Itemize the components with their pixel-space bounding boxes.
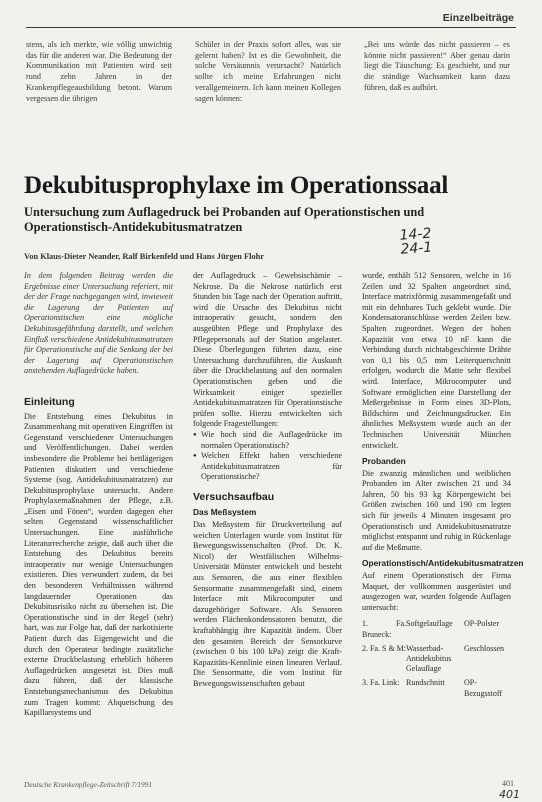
column-2-text: der Auflagedruck – Gewebsischämie – Nekrose. Da die Nekrose natürlich erst Stunden bis Tage nach der Operation auftritt, wird die Ursache des Dekubitus nicht intraoperativ gesucht, sondern den ausgeübten Pflege und Prophylaxe des Pflegepersonals auf der Station angelastet. Diese Überlegungen führten dazu, eine Untersuchung durchzuführen, die Auskunft über die Druckbelastung auf den normalen Operationstischen geben und die Wirksamkeit einiger spezieller Antidekubitusmatratzen für Operationstische prüfen sollte. Hierzu entwickelten sich folgende Fragestellungen: (193, 271, 342, 429)
table-cell: Rundschnitt (406, 678, 445, 688)
body-column-1 (24, 271, 173, 719)
table-cell: 1. Fa. Bruneck: (362, 619, 406, 639)
body-column-3 (362, 271, 524, 703)
question-list (193, 430, 342, 483)
mattress-table (362, 619, 511, 698)
operationstisch-text: Auf einem Operationstisch der Firma Maquet, der vollkommen ausgerüstet und ausgezogen war, wurden folgende Auflagen untersucht: (362, 571, 511, 612)
heading-versuchsaufbau: Versuchsaufbau (193, 490, 275, 503)
article-title: Dekubitusprophylaxe im Operationssaal (24, 172, 449, 199)
top-column-1 (26, 40, 172, 104)
table-cell: Geschlossen (464, 643, 504, 653)
table-cell: 3. Fa. Link: (362, 678, 400, 688)
table-row (362, 678, 511, 698)
column-3-text: wurde, enthält 512 Sensoren, welche in 16 Zeilen und 32 Spalten angeordnet sind, Interface matrixförmig zusammengefaßt und mit ein dehnbares Tuch geklebt wurde. Die Kondensatoranschlüsse werden Zeilen bzw. Spalten zugeordnet. Wegen der hohen Kapazität von etwa 10 nF kann die Verbindung durch nichtabgeschirmte Drähte von 0,1 bis 0,5 mm Leiterquerschnitt erfolgen, wodurch die Matte sehr flexibel wird. Interface, Mikrocomputer und Software ermöglichen eine Darstellung der Meßergebnisse in Form eines 3D-Plots, Bildschirm und Zeichnungsdrucker. Ein ähnliches Meßsystem wurde auch an der Technischen Universität München entwickelt. (362, 271, 511, 450)
table-cell: Softgelauflage (406, 619, 453, 629)
probanden-text: Die zwanzig männlichen und weiblichen Probanden im Alter zwischen 21 und 34 Jahren, 50 bis 93 kg Körpergewicht bei Größen zwischen 160 und 190 cm legten sich für jeweils 4 Minuten insgesamt pro Operationstisch und Antidekubitusmatratze möglichst entspannt und ruhig in Rückenlage auf die Meßmatte. (362, 468, 511, 552)
top-column-3 (364, 40, 510, 94)
handwritten-page-number: 401 (499, 788, 520, 801)
top-column-1-text: stens, als ich merkte, wie völlig unwichtig das für die anderen war. Die Bedeutung der Kommunikation mit Patienten wird seit rund zehn Jahren in der Krankenpflegeausbildung betont. Warum vergessen die übrigen (26, 40, 172, 103)
top-column-3-text: „Bei uns würde das nicht passieren – es könnte nicht passieren!“ Aber genau darin liegt die Täuschung: Es geschieht, und nur die ständige Wachsamkeit kann dazu führen, daß es aufhört. (364, 40, 510, 92)
top-rule (26, 27, 516, 28)
handwritten-note-line-2: 24-1 (400, 239, 433, 258)
body-column-2 (193, 271, 342, 690)
table-cell: OP-Polster (464, 619, 500, 629)
heading-einleitung: Einleitung (24, 395, 75, 408)
top-column-2-text: Schüler in der Praxis sofort alles, was sie gelernt haben? Ist es die Gewohnheit, die solche Versäumnis verursacht? Natürlich sollte ich meine Erfahrungen nicht verallgemeinern. Ich kann meinen Kollegen sagen können: (195, 40, 341, 103)
article-intro: In dem folgenden Beitrag werden die Ergebnisse einer Untersuchung referiert, mit der der Frage nachgegangen wird, inwieweit die Lagerung der Patienten auf Operationstischen eine mögliche Dekubitusgefährdung darstellt, und welchen Einfluß verschiedene Antidekubitusmatratzen für Operationstische auf die Senkung der bei der Lagerung auf Operationstischen anstehenden Auflagedrücke haben. (24, 271, 173, 376)
handwritten-note (399, 223, 481, 257)
table-cell: OP-Bezugsstoff (464, 678, 503, 698)
article-authors: Von Klaus-Dieter Neander, Ralf Birkenfeld und Hans Jürgen Flohr (24, 252, 265, 261)
einleitung-text: Die Entstehung eines Dekubitus in Zusammenhang mit operativen Eingriffen ist Gegenstand verschiedener Untersuchungen und Veröffentlichungen. Dabei werden insbesondere die Probleme bei bettlägerigen Patienten diskutiert und verschiedene Systeme (sog. Antidekubitusmatratzen) zur Dekubitusprophylaxe untersucht. Andere Prophylaxemaßnahmen der Pflege, z.B. „Eisen und Fönen“, wurden dagegen eher selten Gegenstand wissenschaftlicher Untersuchungen. Eine ausführliche Literaturrecherche zeigte, daß auch über die Entstehung des Dekubitus bereits intraoperativ nur wenige Untersuchungen existieren. Dies verwundert zudem, da bei den besonderen Verhältnissen während langdauernder Operationen das Dekubitusrisiko nicht zu übersehen ist. Die Operationstische sind in der Regel (sehr) hart, was zur Folge hat, daß der narkotisierte Patient durch das Eigengewicht und die durch den Operateur bedingte zusätzliche externe Druckbelastung erheblich höheren Auflagedrücken ausgesetzt ist. Dies muß dazu führen, daß der klassische Entstehungsmechanismus des Dekubitus zum Tragen kommt: Abquetschung des Kapillarsystems und (24, 411, 173, 718)
subheading-messsystem: Das Meßsystem (193, 507, 257, 518)
table-cell: 2. Fa. S & M: (362, 643, 407, 653)
question-item: ● Wie hoch sind die Auflagedrücke im normalen Operationstisch? (201, 430, 342, 451)
question-item: ● Welchen Effekt haben verschiedene Antidekubitusmatratzen für Operationstische? (201, 451, 342, 483)
top-column-2 (195, 40, 341, 104)
article-subtitle: Untersuchung zum Auflagedruck bei Probanden auf Operationstischen und Operationstisch-Antidekubitusmatratzen (24, 205, 425, 234)
messsystem-text: Das Meßsystem für Druckverteilung auf weichen Unterlagen wurde vom Institut für Bewegungswissenschaften (Prof. Dr. K. Nicol) der Westfälischen Wilhelms-Universität Münster entwickelt und besteht aus Sensoren, die aus einer flexiblen Sensormatte zusammengefaßt sind, einem Interface mit Mikrocomputer und dazugehöriger Software. Als Sensoren werden Flächenkondensatoren benutzt, die kraftabhängig ihre Kapazität ändern. Über den gesamten Bereich der Sensorkurve (zwischen 0 bis 100 kPa) zeigt die Kraft-Kapazitäts-Kennlinie einen linearen Verlauf. Die Sensormatte, die vom Institut für Bewegungswissenschaften gebaut (193, 520, 342, 688)
handwritten-note-line-1: 14-2 (399, 225, 432, 244)
table-row (362, 619, 511, 639)
journal-footer: Deutsche Krankenpflege-Zeitschrift 7/1991 (24, 780, 153, 789)
page-number: 401 (502, 779, 514, 788)
table-cell: Wasserbad-Antidekubitus Gelauflage (406, 643, 452, 674)
heading-probanden: Probanden (362, 456, 406, 467)
table-row (362, 644, 511, 675)
section-label: Einzelbeiträge (442, 12, 514, 24)
heading-operationstisch: Operationstisch/Antidekubitusmatratzen (362, 558, 524, 569)
